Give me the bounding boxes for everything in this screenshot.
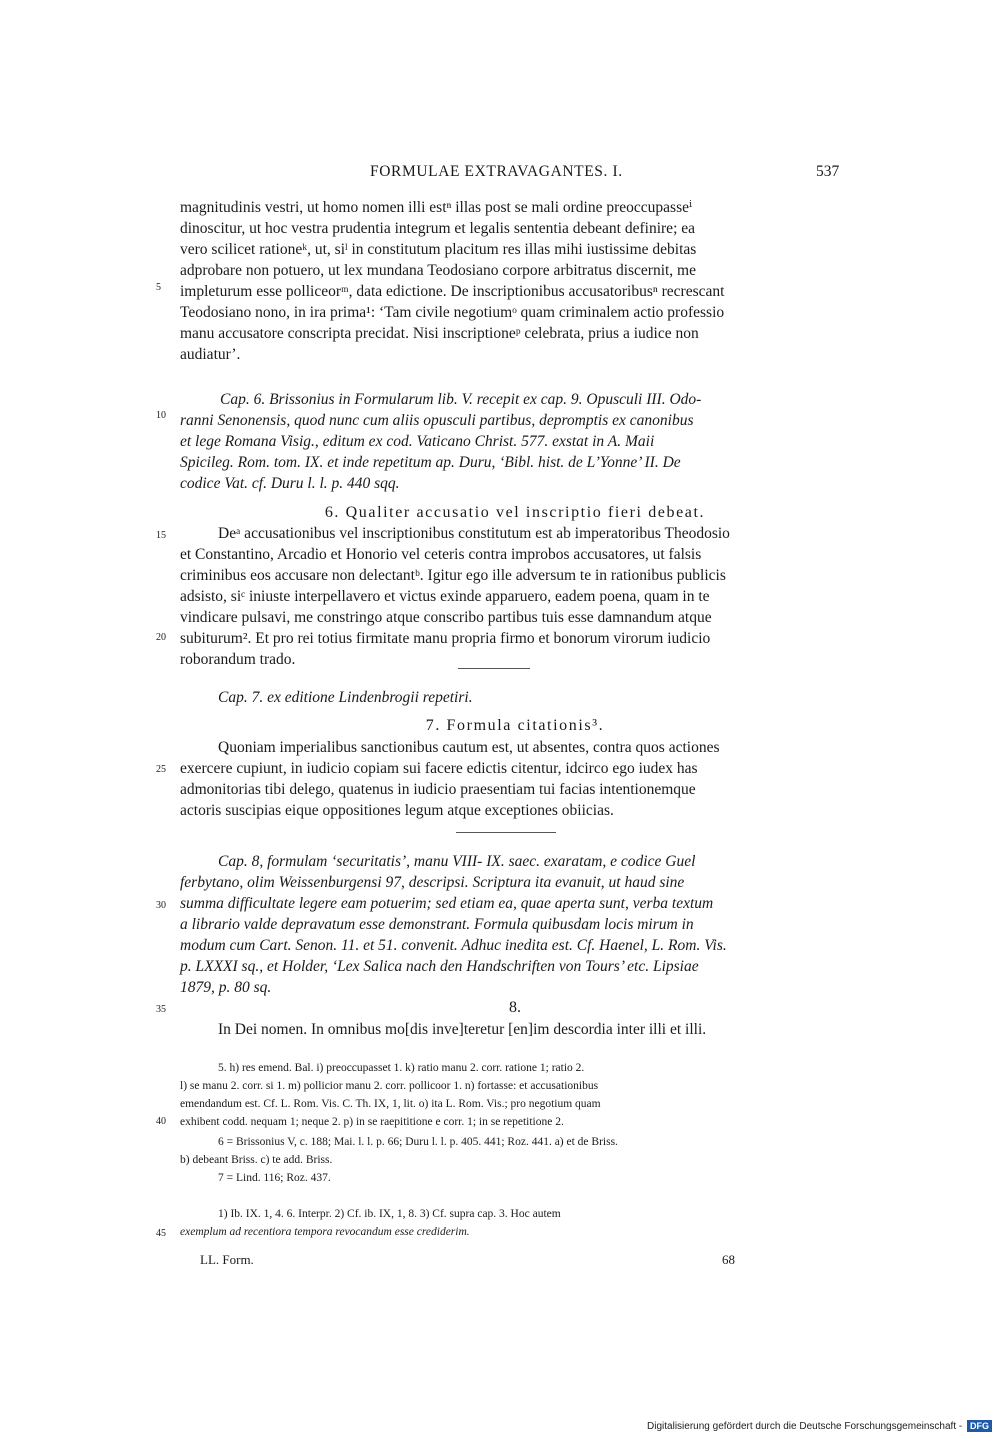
text-line: admonitorias tibi delego, quatenus in iudicio praesentiam tui facias intentionemque <box>180 781 696 798</box>
dfg-logo: DFG <box>967 1420 992 1432</box>
text-line: modum cum Cart. Senon. 11. et 51. convenit. Adhuc inedita est. Cf. Haenel, L. Rom. Vis. <box>180 937 727 954</box>
formula-8-text: In Dei nomen. In omnibus mo[dis inve]teretur [en]im descordia inter illi et illi. <box>218 1021 707 1038</box>
text-line: summa difficultate legere eam potuerim; sed etiam ea, quae aperta sunt, verba textum <box>180 895 714 912</box>
text-line: p. LXXXI sq., et Holder, ‘Lex Salica nach den Handschriften von Tours’ etc. Lipsiae <box>180 958 699 975</box>
text-line: criminibus eos accusare non delectantᵇ. Igitur ego ille adversum te in rationibus publicis <box>180 567 726 584</box>
section-divider <box>456 832 556 833</box>
line-number: 15 <box>156 530 166 541</box>
footnote-line: 1) Ib. IX. 1, 4. 6. Interpr. 2) Cf. ib. IX, 1, 8. 3) Cf. supra cap. 3. Hoc autem <box>218 1208 561 1220</box>
line-number: 35 <box>156 1004 166 1015</box>
section-divider <box>458 668 530 669</box>
text-line: exercere cupiunt, in iudicio copiam sui facere edictis citentur, idcirco ego iudex has <box>180 760 698 777</box>
formula-7-title: 7. Formula citationis³. <box>425 717 605 734</box>
page-number: 537 <box>816 163 840 180</box>
footnote-line: 5. h) res emend. Bal. i) preoccupasset 1. k) ratio manu 2. corr. ratione 1; ratio 2. <box>218 1062 585 1074</box>
line-number: 45 <box>156 1228 166 1239</box>
line-number: 25 <box>156 764 166 775</box>
text-line: a librario valde depravatum esse demonstrant. Formula quibusdam locis mirum in <box>180 916 694 933</box>
text-line: audiatur’. <box>180 346 241 363</box>
text-line: codice Vat. cf. Duru l. l. p. 440 sqq. <box>180 475 400 492</box>
credit-text: Digitalisierung gefördert durch die Deutsche Forschungsgemeinschaft - <box>647 1421 963 1432</box>
text-line: magnitudinis vestri, ut homo nomen illi estⁿ illas post se mali ordine preoccupasseⁱ <box>180 199 693 216</box>
text-line: impleturum esse polliceorᵐ, data edictione. De inscriptionibus accusatoribusⁿ recrescant <box>180 283 725 300</box>
text-line: vero scilicet rationeᵏ, ut, siˡ in constitutum placitum res illas mihi iustissime debitas <box>180 241 697 258</box>
text-line: vindicare pulsavi, me constringo atque conscribo partibus tuis esse damnandum atque <box>180 609 712 626</box>
signature-label: LL. Form. <box>200 1252 254 1267</box>
text-line: ranni Senonensis, quod nunc cum aliis opusculi partibus, depromptis ex canonibus <box>180 412 694 429</box>
text-line: et lege Romana Visig., editum ex cod. Vaticano Christ. 577. exstat in A. Maii <box>180 433 655 450</box>
text-line: 1879, p. 80 sq. <box>180 979 272 996</box>
text-line: actoris suscipias eique oppositiones legum atque exceptiones obiicias. <box>180 802 614 819</box>
text-line: Deᵃ accusationibus vel inscriptionibus constitutum est ab imperatoribus Theodosio <box>218 525 730 542</box>
text-line: adprobare non potuero, ut lex mundana Teodosiano corpore arbitratus discernit, me <box>180 262 696 279</box>
line-number: 40 <box>156 1116 166 1127</box>
text-line: et Constantino, Arcadio et Honorio vel ceteris contra improbos accusatores, ut falsis <box>180 546 702 563</box>
footnote-line: exemplum ad recentiora tempora revocandum esse crediderim. <box>180 1226 470 1238</box>
text-line: ferbytano, olim Weissenburgensi 97, descripsi. Scriptura ita evanuit, ut haud sine <box>180 874 685 891</box>
line-number: 20 <box>156 632 166 643</box>
footnote-line: exhibent codd. nequam 1; neque 2. p) in se raepititione e corr. 1; in se repetitione 2. <box>180 1116 564 1128</box>
text-line: adsisto, siᶜ iniuste interpellavero et victus exinde apparuero, eadem poena, quam in te <box>180 588 710 605</box>
text-line: Spicileg. Rom. tom. IX. et inde repetitum ap. Duru, ‘Bibl. hist. de L’Yonne’ II. De <box>180 454 681 471</box>
text-line: Quoniam imperialibus sanctionibus cautum est, ut absentes, contra quos actiones <box>218 739 720 756</box>
line-number: 10 <box>156 410 166 421</box>
text-line: Teodosiano nono, in ira prima¹: ‘Tam civile negotiumᵒ quam criminalem actio professio <box>180 304 725 321</box>
text-line: roborandum trado. <box>180 651 296 668</box>
footnote-line: l) se manu 2. corr. si 1. m) pollicior manu 2. corr. pollicoor 1. n) fortasse: et accusationibus <box>180 1080 599 1092</box>
cap-7-intro: Cap. 7. ex editione Lindenbrogii repetiri. <box>218 689 473 706</box>
digitization-credit <box>647 1420 992 1433</box>
text-line: manu accusatore conscripta precidat. Nisi inscriptioneᵖ celebrata, prius a iudice non <box>180 325 699 342</box>
line-number: 5 <box>156 282 161 293</box>
text-line: subiturum². Et pro rei totius firmitate manu propria firmo et bonorum virorum iudicio <box>180 630 711 647</box>
formula-8-title: 8. <box>509 999 521 1016</box>
footnotes-7: 7 = Lind. 116; Roz. 437. <box>218 1172 331 1184</box>
footnote-line: emendandum est. Cf. L. Rom. Vis. C. Th. IX, 1, lit. o) ita L. Rom. Vis.; pro negotium quam <box>180 1098 601 1110</box>
running-title: FORMULAE EXTRAVAGANTES. I. <box>370 163 623 180</box>
footnote-line: 6 = Brissonius V, c. 188; Mai. l. l. p. 66; Duru l. l. p. 405. 441; Roz. 441. a) et de Briss. <box>218 1136 618 1148</box>
line-number: 30 <box>156 900 166 911</box>
signature-mark: 68 <box>722 1252 735 1267</box>
text-line: dinoscitur, ut hoc vestra prudentia integrum et legalis sententia debeant definire; ea <box>180 220 696 237</box>
footnote-line: b) debeant Briss. c) te add. Briss. <box>180 1154 333 1166</box>
text-line: Cap. 6. Brissonius in Formularum lib. V. recepit ex cap. 9. Opusculi III. Odo- <box>220 391 702 408</box>
formula-6-title: 6. Qualiter accusatio vel inscriptio fieri debeat. <box>324 504 706 521</box>
text-line: Cap. 8, formulam ‘securitatis’, manu VIII- IX. saec. exaratam, e codice Guel <box>218 853 696 870</box>
